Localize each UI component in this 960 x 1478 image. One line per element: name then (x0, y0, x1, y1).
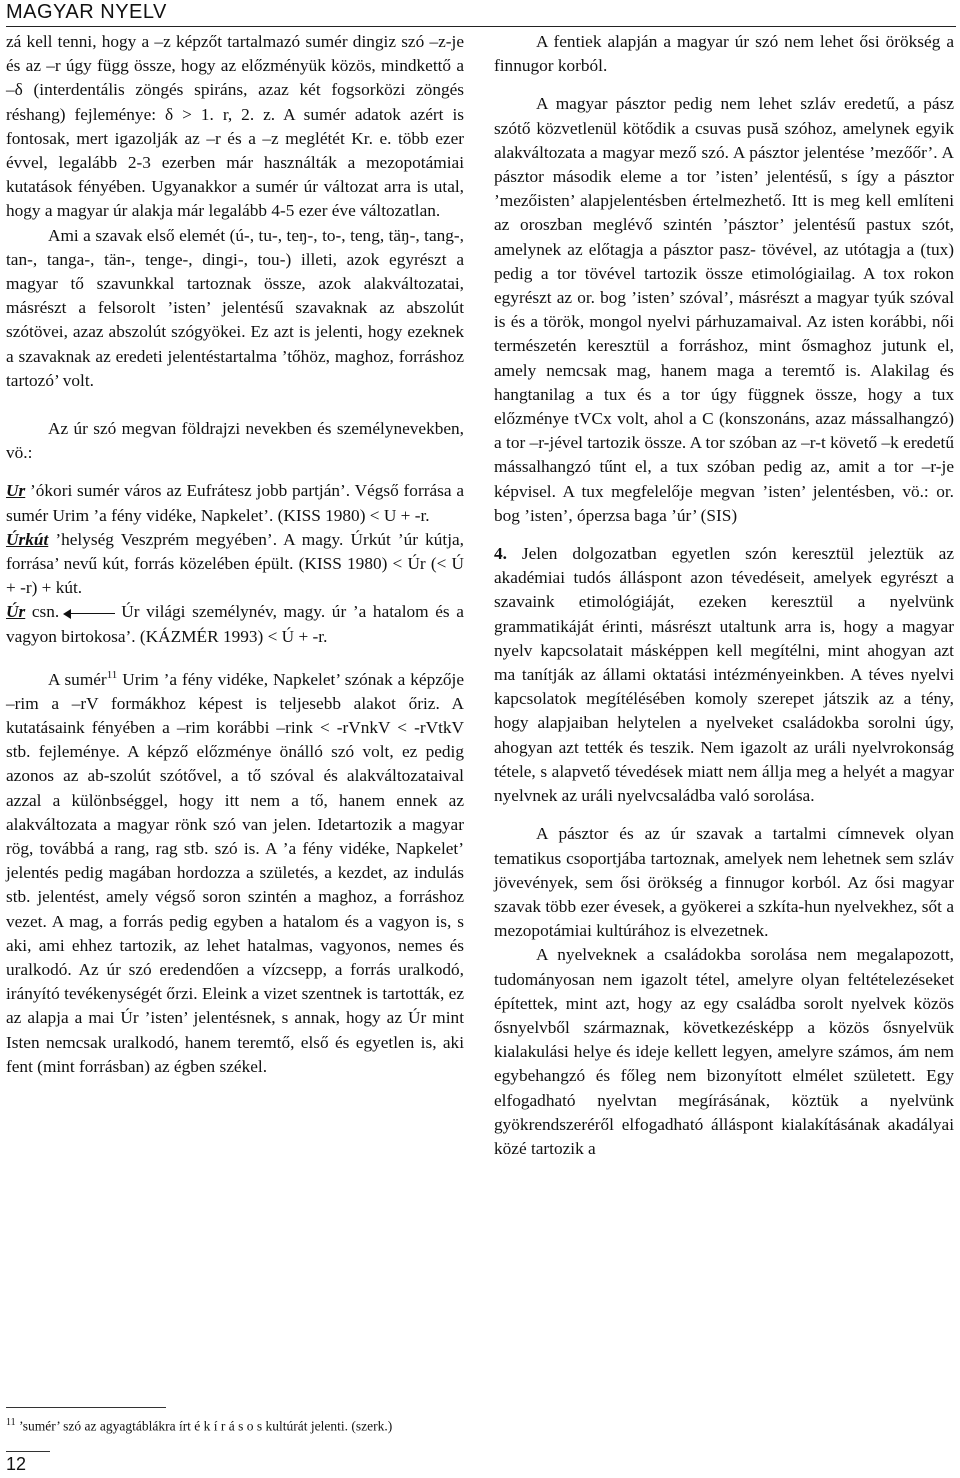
entry-ur-person-pre: csn. (25, 602, 60, 622)
page-number: 12 (6, 1454, 27, 1474)
right-paragraph-3 (494, 542, 954, 808)
entry-ur (6, 479, 464, 527)
running-header-title: MAGYAR NYELV (6, 1, 167, 23)
left-column (6, 30, 464, 1079)
right-paragraph-4: A pásztor és az úr szavak a tartalmi címnevek olyan tematikus csoportjába tartoznak, amelyek nem lehetnek sem szláv jövevények, sem ősi örökség a finnugor korból. Az ősi magyar szavak több ezer évesek, a gyökerei a szkíta-hun nyelvekhez, sőt a mezopotámiai kultúrához is elvezetnek. (494, 824, 954, 941)
left-paragraph-4-text: Urim ’a fény vidéke, Napkelet’ szónak a képzője –rim a –rV formákhoz képest is teljesebb alakot őriz. A kutatásaink fényében a –rim korábbi –rink < -rVnkV < -rVtkV stb. fejleménye. A képző előzménye önálló szó volt, ez pedig azonos az ab-szolút szótővel, a tő szóval és alakváltozataival azzal a különbséggel, hogy itt nem a tő, hanem ennek az alakváltozata a magyar rönk szó van jelen. Idetartozik a magyar rög, továbbá a rang, rag stb. szó is. A ’a fény vidéke, Napkelet’ jelentés pedig magában hordozza a születés, a kezdet, az indulás stb. jelentést, amely végső soron szintén a maghoz, a forráshoz vezet. A mag, a forrás pedig egyben a hatalom és a vagyon is, s aki, ami ehhez tartozik, az lehet hatalmas, vagyonos, nemes és uralkodó. Az úr szó eredendően a vízcsepp, a forrás uralkodó, irányító tevékenységét őrzi. Eleink a vizet szentnek is tartották, ez az alapja a mai Úr ’isten’ jelentésnek, s annak, hogy az Úr mint Isten nemcsak uralkodó, hanem teremtő, első és egyetlen is, aki fent (mint forrásban) az égben székel. (6, 669, 464, 1076)
right-paragraph-5: A nyelveknek a családokba sorolása nem megalapozott, tudományosan nem igazolt tétel, amelyre olyan feltételezéseket építettek, mint azt, hogy az egy családba sorolt nyelvek közös ősnyelvből származnak, következésképp a közös ősnyelvük kialakulási helye és ideje kellett legyen, amelyre számos, ám nem egybehangzó és főleg nem bizonyított elmélet született. Egy elfogadható nyelvtan megírásának, köztük a nyelvünk gyökrendszeréről elfogadható álláspont kialakításának akadályai közé tartozik a (494, 945, 954, 1158)
left-paragraph-3: Az úr szó megvan földrajzi nevekben és személynevekben, vö.: (6, 419, 464, 463)
left-paragraph-4 (6, 663, 464, 1079)
right-paragraph-1: A fentiek alapján a magyar úr szó nem lehet ősi örökség a finnugor korból. (494, 32, 954, 76)
footnote-reference: 11 (106, 668, 118, 681)
right-paragraph-2: A magyar pásztor pedig nem lehet szláv eredetű, a pász szótő közvetlenül kötődik a csuvas pusă szóhoz, amelynek egyik alakváltozata a magyar mező szó. A pásztor jelentése ’mezőőr’. A pásztor második eleme a tor ’isten’ jelentésű, s így a pásztor ’mezőisten’ alapjelentésben értelmezhető. Itt is meg kell említeni az oroszban meglévő szintén ’pásztor’ jelentésű pastux szót, amelynek az előtagja a pásztor pasz- tövével, az utótagja a (tux) pedig a tor tövével tartozik össze etimológiailag. A tox rokon egyrészt az or. bog ’isten’ szóval’, másrészt a magyar tyúk szóval is és a török, mongol nyelvi párhuzamaival. Az isten korábbi, női természetén keresztül a forráshoz, mint ősmaghoz jutunk el, amely nemcsak mag, hanem maga a teremtő is. Alakilag és hangtanilag a tux és a tor úgy függnek össze, hogy a tux előzménye tVCx volt, ahol a C (konszonáns, azaz mássalhangzó) a tor –r-jével tartozik össze. A tor szóban az –r-t követő –k eredetű mássalhangzó tűnt el, a tux szóban pedig az, amit a tor –r-je képvisel. A tux megfelelője megvan ’isten’ jelentésben, vö.: or. bog ’isten’, óperzsa baga ’úr’ (SIS) (494, 94, 954, 525)
section-number: 4. (494, 544, 507, 564)
left-paragraph-2: Ami a szavak első elemét (ú-, tu-, teŋ-, to-, teng, täŋ-, tang-, tan-, tanga-, tän-, tenge-, dingi-, tou-) illeti, azok egyrészt a magyar tő szavunkkal tartoznak össze, azok alakváltozatai, másrészt a felsorolt ’isten’ jelentésű szavaknak az abszolút szótövei, azaz abszolút szógyökei. Ez azt is jelenti, hogy ezeknek a szavaknak az eredeti jelentéstartalma ’tőhöz, maghoz, forráshoz tartozó’ volt. (6, 225, 464, 390)
right-paragraph-3-text: Jelen dolgozatban egyetlen szón keresztül jeleztük az akadémiai tudós álláspont azon tévedéseit, amelyek egyrészt a szavaink etimológiáját, ezeken keresztül a nyelvünk grammatikáját érinti, másrészt utaltunk arra is, hogy a magyar nyelv kapcsolatait másképpen kell megítélni, mint ahogyan azt ma tanítják az állami oktatási intézményeinkben. A téves nyelvi kapcsolatok megítélésében komoly szerepet játszik az a tény, hogy alapjaiban helytelen a nyelveket családokba sorolni úgy, ahogyan azt tették és teszik. Nem igazolt az uráli nyelvrokonság tétele, s alapvető tévedések miatt nem állja meg a helyét a magyar nyelvnek az uráli nyelvcsaládba való sorolása. (494, 544, 954, 806)
footnote-text: ’sumér’ szó az agyagtáblákra írt é k í r á s o s kultúrát jelenti. (szerk.) (15, 1418, 393, 1434)
footnote-number: 11 (6, 1417, 16, 1428)
entry-urkut-term: Úrkút (6, 529, 49, 549)
entry-urkut-text: ’helység Veszprém megyében’. A magy. Úrkút ’úr kútja, forrása’ nevű kút, forrás közelében épült. (KISS 1980) < Úr (< Ú + -r) + kút. (6, 529, 464, 598)
footnote-divider (6, 1407, 166, 1408)
footnote (6, 1414, 464, 1435)
left-paragraph-1: zá kell tenni, hogy a –z képzőt tartalmazó sumér dingiz szó –z-je és az –r úgy függ össze, hogy az előzményük közös, mindkettő a –δ (interdentális zöngés spiráns, azaz két fogsorközi zöngés réshang) fejleménye: δ > 1. r, 2. z. A sumér adatok azért is fontosak, mert igazolják az –r és a –z meglétét Kr. e. több ezer évvel, legalább 2-3 ezerben már használták a mezopotámiai kutatások fényében. Ugyanakkor a sumér úr változat arra is utal, hogy a magyar úr alakja már legalább 4-5 ezer éve változatlan. (6, 32, 464, 221)
running-header (6, 0, 956, 27)
page-number-divider (6, 1451, 50, 1452)
entry-ur-term: Ur (6, 481, 26, 501)
entry-ur-person (6, 600, 464, 648)
entry-ur-person-text: Úr világi személynév, magy. úr ’a hatalom és a vagyon birtokosa’. (KÁZMÉR 1993) < Ú + -r. (6, 602, 464, 646)
entry-urkut (6, 528, 464, 601)
left-arrow-icon (63, 609, 115, 619)
entry-ur-person-term: Úr (6, 602, 26, 622)
left-paragraph-4-pre: A sumér (48, 669, 107, 689)
right-column (494, 30, 954, 1161)
entry-ur-text: ’ókori sumér város az Eufrátesz jobb partján’. Végső forrása a sumér Urim ’a fény vidéke, Napkelet’. (KISS 1980) < U + -r. (6, 481, 464, 525)
